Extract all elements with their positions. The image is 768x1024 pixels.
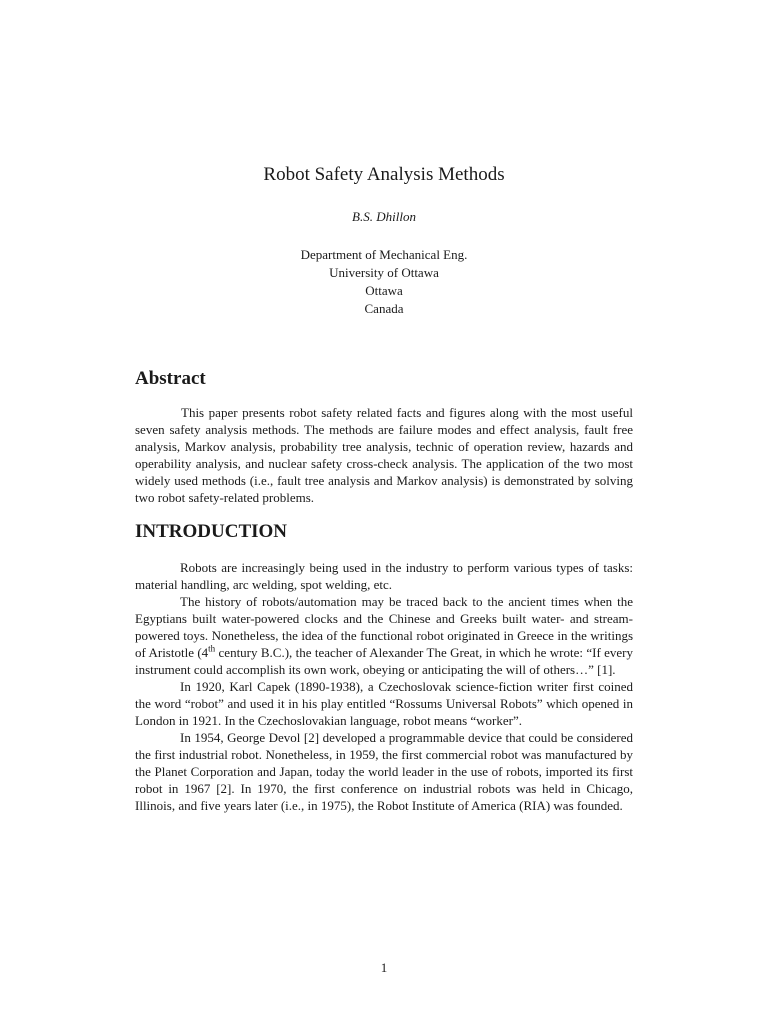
intro-paragraph-2-part-1: The history of robots/automation may be traced back to the ancient times when the Egyptians built water-powered clocks and the Chinese and Greeks built water- and stream-powered toys. Nonetheless, the idea of the functional robot originated in Greece in the writings of Aristotle (4	[135, 594, 633, 660]
abstract-paragraph: This paper presents robot safety related facts and figures along with the most useful seven safety analysis methods. The methods are failure modes and effect analysis, fault free analysis, Markov analysis, probability tree analysis, technic of operation review, hazards and operability analysis, and nuclear safety cross-check analysis. The application of the two most widely used methods (i.e., fault tree analysis and Markov analysis) is demonstrated by solving two robot safety-related problems.	[135, 405, 633, 505]
superscript-th: th	[208, 643, 216, 654]
author-name: B.S. Dhillon	[352, 209, 416, 224]
abstract-heading: Abstract	[135, 368, 206, 389]
introduction-body	[135, 559, 633, 814]
affiliation-university: University of Ottawa	[329, 265, 439, 280]
intro-paragraph-2-part-2: century B.C.), the teacher of Alexander The Great, in which he wrote: “If every instrument could accomplish its own work, obeying or anticipating the will of others…” [1].	[135, 645, 634, 677]
intro-paragraph-4: In 1954, George Devol [2] developed a programmable device that could be considered the first industrial robot. Nonetheless, in 1959, the first commercial robot was manufactured by the Planet Corporation and Japan, today the world leader in the use of robots, imported its first robot in 1967 [2]. In 1970, the first conference on industrial robots was held in Chicago, Illinois, and five years later (i.e., in 1975), the Robot Institute of America (RIA) was founded.	[135, 730, 633, 813]
affiliation-city: Ottawa	[365, 283, 403, 298]
affiliation-department: Department of Mechanical Eng.	[300, 247, 468, 262]
abstract-body	[135, 404, 633, 506]
page-number: 1	[380, 960, 388, 975]
author-affiliation	[0, 246, 768, 318]
intro-paragraph-2	[135, 593, 633, 678]
intro-paragraph-3: In 1920, Karl Capek (1890-1938), a Czechoslovak science-fiction writer first coined the word “robot” and used it in his play entitled “Rossums Universal Robots” which opened in London in 1921. In the Czechoslovakian language, robot means “worker”.	[135, 679, 633, 728]
affiliation-country: Canada	[364, 301, 404, 316]
introduction-heading: INTRODUCTION	[135, 521, 288, 542]
paper-title: Robot Safety Analysis Methods	[263, 164, 505, 185]
intro-paragraph-1: Robots are increasingly being used in the industry to perform various types of tasks: material handling, arc welding, spot welding, etc.	[135, 560, 633, 592]
